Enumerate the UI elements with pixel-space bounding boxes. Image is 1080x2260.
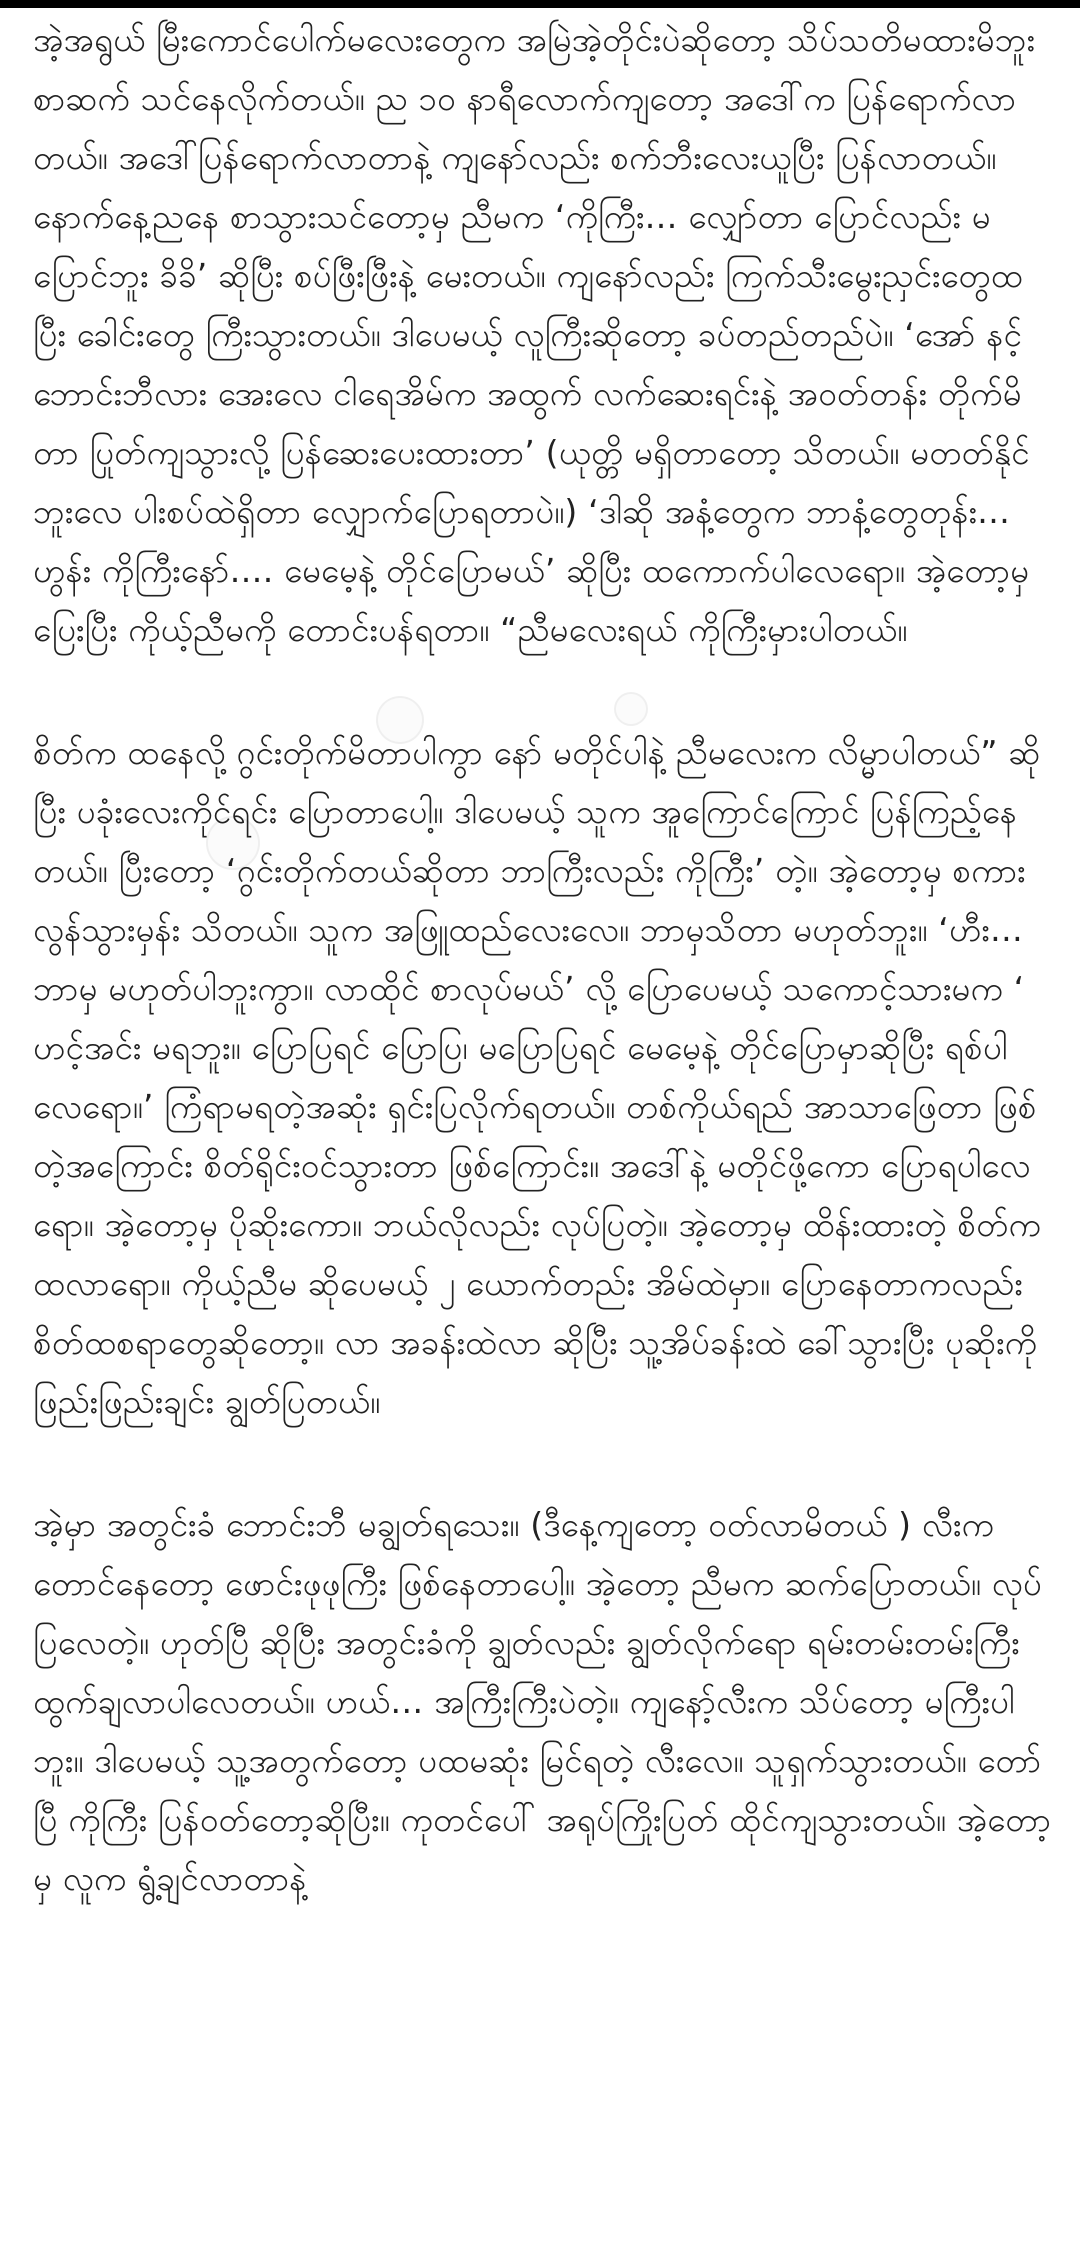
paragraph-1: အဲ့အရွယ် မြီးကောင်ပေါက်မလေးတွေက အမြဲအဲ့တိုင်းပဲဆိုတော့ သိပ်သတိမထားမိဘူး စာဆက် သင်နေလိုက်တယ်။ ည ၁၀ နာရီလောက်ကျတော့ အဒေါ်က ပြန်ရောက်လာတယ်။ အဒေါ်ပြန်ရောက်လာတာနဲ့ ကျနော်လည်း စက်ဘီးလေးယူပြီး ပြန်လာတယ်။ နောက်နေ့ညနေ စာသွားသင်တော့မှ ညီမက ‘ကိုကြီး… လျှော်တာ ပြောင်လည်း မပြောင်ဘူး ခိခိ’ ဆိုပြီး စပ်ဖြီးဖြီးနဲ့ မေးတယ်။ ကျနော်လည်း ကြက်သီးမွေးညှင်းတွေထပြီး ခေါင်းတွေ ကြီးသွားတယ်။ ဒါပေမယ့် လူကြီးဆိုတော့ ခပ်တည်တည်ပဲ။ ‘အော် နင့်ဘောင်းဘီလား အေးလေ ငါရေအိမ်က အထွက် လက်ဆေးရင်းနဲ့ အဝတ်တန်း တိုက်မိတာ ပြုတ်ကျသွားလို့ ပြန်ဆေးပေးထားတာ’ (ယုတ္တိ မရှိတာတော့ သိတယ်။ မတတ်နိုင်ဘူးလေ ပါးစပ်ထဲရှိတာ လျှောက်ပြောရတာပဲ။) ‘ဒါဆို အနံ့တွေက ဘာနံ့တွေတုန်း… ဟွန်း ကိုကြီးနော်…. မေမေ့နဲ့ တိုင်ပြောမယ်’ ဆိုပြီး ထကောက်ပါလေရော။ အဲ့တော့မှ ပြေးပြီး ကိုယ့်ညီမကို တောင်းပန်ရတာ။ “ညီမလေးရယ် ကိုကြီးမှားပါတယ်။ xyxy=(33,20,1036,649)
paragraph-3: အဲ့မှာ အတွင်းခံ ဘောင်းဘီ မချွတ်ရသေး။ (ဒီနေ့ကျတော့ ဝတ်လာမိတယ် ) လီးက တောင်နေတော့ ဖောင်းဖုဖုကြီး ဖြစ်နေတာပေါ့။ အဲ့တော့ ညီမက ဆက်ပြောတယ်။ လုပ်ပြလေတဲ့။ ဟုတ်ပြီ ဆိုပြီး အတွင်းခံကို ချွတ်လည်း ချွတ်လိုက်ရော ရမ်းတမ်းတမ်းကြီး ထွက်ချလာပါလေတယ်။ ဟယ်… အကြီးကြီးပဲတဲ့။ ကျနော့်လီးက သိပ်တော့ မကြီးပါဘူး။ ဒါပေမယ့် သူ့အတွက်တော့ ပထမဆုံး မြင်ရတဲ့ လီးလေ။ သူရှက်သွားတယ်။ တော်ပြီ ကိုကြီး ပြန်ဝတ်တော့ဆိုပြီး။ ကုတင်ပေါ် အရုပ်ကြိုးပြတ် ထိုင်ကျသွားတယ်။ အဲ့တော့မှ လူက ရွံ့ချင်လာတာနဲ့ xyxy=(33,1505,1052,1898)
status-bar-edge xyxy=(0,0,1080,8)
touch-ripple xyxy=(206,816,260,870)
touch-ripple xyxy=(614,692,648,726)
article-body[interactable] xyxy=(33,10,1053,2260)
paragraph-2: စိတ်က ထနေလို့ ဂွင်းတိုက်မိတာပါကွာ နော် မတိုင်ပါနဲ့ ညီမလေးက လိမ္မာပါတယ်” ဆိုပြီး ပခုံးလေးကိုင်ရင်း ပြောတာပေါ့။ ဒါပေမယ့် သူက အူကြောင်ကြောင် ပြန်ကြည့်နေတယ်။ ပြီးတော့ ‘ဂွင်းတိုက်တယ်ဆိုတာ ဘာကြီးလည်း ကိုကြီး’ တဲ့။ အဲ့တော့မှ စကားလွန်သွားမှန်း သိတယ်။ သူက အဖြူထည်လေးလေ။ ဘာမှသိတာ မဟုတ်ဘူး။ ‘ဟီး… ဘာမှ မဟုတ်ပါဘူးကွာ။ လာထိုင် စာလုပ်မယ်’ လို့ ပြောပေမယ့် သကောင့်သားမက ‘ ဟင့်အင်း မရဘူး။ ပြောပြရင် ပြောပြ၊ မပြောပြရင် မေမေ့နဲ့ တိုင်ပြောမှာဆိုပြီး ရစ်ပါလေရော။’ ကြံရာမရတဲ့အဆုံး ရှင်းပြလိုက်ရတယ်။ တစ်ကိုယ်ရည် အာသာဖြေတာ ဖြစ်တဲ့အကြောင်း စိတ်ရိုင်းဝင်သွားတာ ဖြစ်ကြောင်း။ အဒေါ်နဲ့ မတိုင်ဖို့ကော ပြောရပါလေရော။ အဲ့တော့မှ ပိုဆိုးကော။ ဘယ်လိုလည်း လုပ်ပြတဲ့။ အဲ့တော့မှ ထိန်းထားတဲ့ စိတ်က ထလာရော။ ကိုယ့်ညီမ ဆိုပေမယ့် ၂ ယောက်တည်း အိမ်ထဲမှာ။ ပြောနေတာကလည်း စိတ်ထစရာတွေဆိုတော့။ လာ အခန်းထဲလာ ဆိုပြီး သူ့အိပ်ခန်းထဲ ခေါ်သွားပြီး ပုဆိုးကို ဖြည်းဖြည်းချင်း ချွတ်ပြတယ်။ xyxy=(33,733,1041,1421)
touch-ripple xyxy=(376,696,424,744)
